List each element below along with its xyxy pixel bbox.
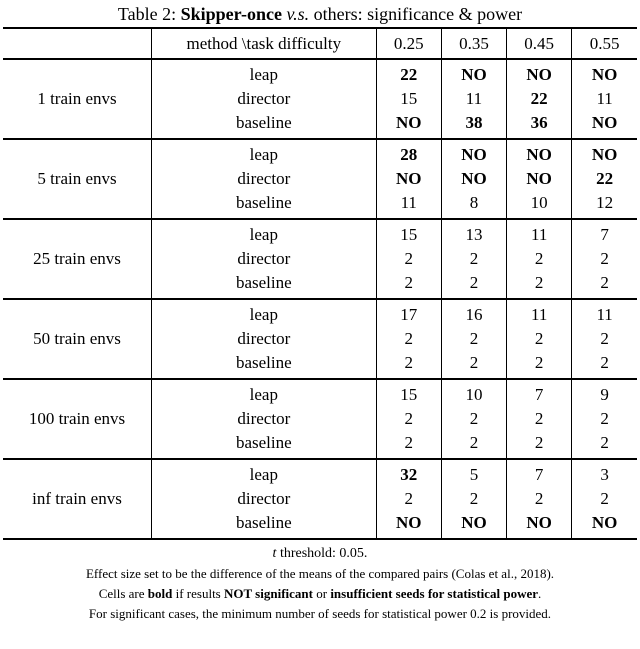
table-row (3, 139, 637, 167)
value-cell: 2 (404, 249, 413, 268)
footnote-bold-part: NOT significant (224, 586, 313, 601)
value-cell: 11 (572, 87, 637, 111)
table-row (3, 351, 637, 379)
value-cell: NO (441, 167, 506, 191)
value-cell: 2 (572, 271, 637, 299)
method-cell: baseline (151, 511, 376, 539)
method-cell: leap (151, 379, 376, 407)
value-cell: 36 (507, 111, 572, 139)
method-cell: leap (151, 299, 376, 327)
header-corner-cell (3, 28, 151, 59)
table-row (3, 299, 637, 327)
value-cell: 9 (572, 379, 637, 407)
title-method-name: Skipper-once (180, 4, 282, 24)
value-cell: 2 (507, 407, 572, 431)
table-title (0, 2, 640, 26)
table-footnotes (0, 543, 640, 624)
value-cell: 2 (507, 271, 572, 299)
value-cell: 7 (507, 379, 572, 407)
column-header-method: method \task difficulty (151, 28, 376, 59)
value-cell: NO (396, 513, 422, 532)
value-cell: NO (396, 169, 422, 188)
value-cell: 2 (441, 247, 506, 271)
value-cell: 11 (507, 299, 572, 327)
value-cell: 13 (441, 219, 506, 247)
footnote-t-rest: threshold: 0.05. (276, 546, 368, 561)
value-cell: 11 (441, 87, 506, 111)
value-cell: 2 (572, 247, 637, 271)
column-header-difficulty: 0.45 (507, 28, 572, 59)
group-label-cell: 1 train envs (3, 87, 151, 111)
value-cell: 2 (404, 489, 413, 508)
value-cell: 2 (441, 431, 506, 459)
group-label-cell (3, 271, 151, 299)
table-header (3, 28, 637, 59)
value-cell: 2 (507, 327, 572, 351)
footnote-bold-part: insufficient seeds for statistical power (330, 586, 539, 601)
group-label-cell: inf train envs (3, 487, 151, 511)
value-cell: NO (572, 511, 637, 539)
group-label-cell (3, 431, 151, 459)
table-row (3, 111, 637, 139)
group-label-cell (3, 379, 151, 407)
table-row (3, 271, 637, 299)
value-cell: 38 (441, 111, 506, 139)
value-cell: NO (572, 59, 637, 87)
value-cell: NO (507, 139, 572, 167)
table-row (3, 167, 637, 191)
table-row (3, 87, 637, 111)
value-cell: 2 (441, 271, 506, 299)
value-cell: 2 (507, 247, 572, 271)
group-label-cell: 50 train envs (3, 327, 151, 351)
column-header-difficulty: 0.35 (441, 28, 506, 59)
value-cell: 2 (404, 433, 413, 452)
footnote-bold-part: Cells are (98, 586, 148, 601)
value-cell: NO (507, 167, 572, 191)
method-cell: director (151, 167, 376, 191)
value-cell: 2 (404, 329, 413, 348)
method-cell: leap (151, 219, 376, 247)
table-row (3, 191, 637, 219)
table-body (3, 59, 637, 539)
value-cell: 7 (507, 459, 572, 487)
value-cell: 11 (507, 219, 572, 247)
table-row (3, 379, 637, 407)
value-cell: NO (507, 59, 572, 87)
value-cell: 28 (376, 139, 441, 167)
footnote-t-symbol: t (272, 546, 277, 561)
value-cell: NO (572, 139, 637, 167)
value-cell: 2 (404, 353, 413, 372)
group-label-cell (3, 191, 151, 219)
method-cell: director (151, 327, 376, 351)
value-cell: 12 (572, 191, 637, 219)
value-cell: 2 (404, 409, 413, 428)
value-cell: 15 (400, 89, 418, 108)
footnote-bold-part: if results (172, 586, 224, 601)
footnote-power-note: For significant cases, the minimum number of seeds for statistical power 0.2 is provided. (88, 606, 552, 621)
table-row (3, 407, 637, 431)
table-row (3, 59, 637, 87)
method-cell: baseline (151, 271, 376, 299)
value-cell: 2 (441, 407, 506, 431)
significance-power-table (3, 27, 637, 540)
value-cell: 5 (441, 459, 506, 487)
value-cell: 16 (441, 299, 506, 327)
value-cell: 2 (572, 487, 637, 511)
value-cell: 15 (376, 219, 441, 247)
footnote-bold-part: or (312, 586, 331, 601)
value-cell: 2 (507, 431, 572, 459)
value-cell: 2 (572, 431, 637, 459)
value-cell: 2 (441, 327, 506, 351)
value-cell: NO (441, 139, 506, 167)
value-cell: NO (572, 111, 637, 139)
value-cell: NO (441, 59, 506, 87)
method-cell: director (151, 407, 376, 431)
value-cell: 2 (572, 351, 637, 379)
group-label-cell (3, 219, 151, 247)
group-label-cell (3, 299, 151, 327)
table-row (3, 511, 637, 539)
method-cell: leap (151, 459, 376, 487)
title-vs: v.s. (281, 4, 314, 24)
value-cell: NO (507, 511, 572, 539)
table-row (3, 219, 637, 247)
title-suffix: others: significance & power (313, 4, 523, 24)
value-cell: 8 (441, 191, 506, 219)
value-cell: 2 (404, 273, 413, 292)
table-row (3, 247, 637, 271)
table-row (3, 431, 637, 459)
group-label-cell: 100 train envs (3, 407, 151, 431)
group-label-cell: 5 train envs (3, 167, 151, 191)
method-cell: director (151, 487, 376, 511)
value-cell: 3 (572, 459, 637, 487)
group-label-cell (3, 139, 151, 167)
column-header-difficulty: 0.25 (376, 28, 441, 59)
table-row (3, 487, 637, 511)
method-cell: director (151, 87, 376, 111)
value-cell: 22 (572, 167, 637, 191)
group-label-cell (3, 459, 151, 487)
footnote-t-threshold (0, 543, 640, 564)
value-cell: 22 (376, 59, 441, 87)
table-row (3, 459, 637, 487)
table-row (3, 327, 637, 351)
method-cell: baseline (151, 351, 376, 379)
header-row (3, 28, 637, 59)
group-label-cell (3, 59, 151, 87)
method-cell: director (151, 247, 376, 271)
value-cell: 2 (507, 351, 572, 379)
value-cell: 10 (507, 191, 572, 219)
group-label-cell (3, 351, 151, 379)
group-label-cell (3, 111, 151, 139)
footnote-bold-part: . (538, 586, 542, 601)
value-cell: 22 (507, 87, 572, 111)
value-cell: 11 (400, 193, 417, 212)
method-cell: baseline (151, 431, 376, 459)
value-cell: 2 (572, 407, 637, 431)
group-label-cell: 25 train envs (3, 247, 151, 271)
value-cell: 2 (507, 487, 572, 511)
value-cell: 11 (572, 299, 637, 327)
method-cell: baseline (151, 191, 376, 219)
value-cell: 2 (572, 327, 637, 351)
footnote-bold-part: bold (147, 586, 173, 601)
value-cell: 17 (376, 299, 441, 327)
value-cell: 10 (441, 379, 506, 407)
title-prefix: Table 2: (117, 4, 181, 24)
value-cell: 32 (376, 459, 441, 487)
column-header-difficulty: 0.55 (572, 28, 637, 59)
method-cell: leap (151, 139, 376, 167)
value-cell: 2 (441, 487, 506, 511)
footnote-bold-note (0, 584, 640, 604)
group-label-cell (3, 511, 151, 539)
value-cell: NO (396, 113, 422, 132)
value-cell: 15 (376, 379, 441, 407)
value-cell: 2 (441, 351, 506, 379)
value-cell: NO (441, 511, 506, 539)
value-cell: 7 (572, 219, 637, 247)
method-cell: baseline (151, 111, 376, 139)
method-cell: leap (151, 59, 376, 87)
footnote-effect-size: Effect size set to be the difference of the means of the compared pairs (Colas et al., 2018). (85, 566, 555, 581)
